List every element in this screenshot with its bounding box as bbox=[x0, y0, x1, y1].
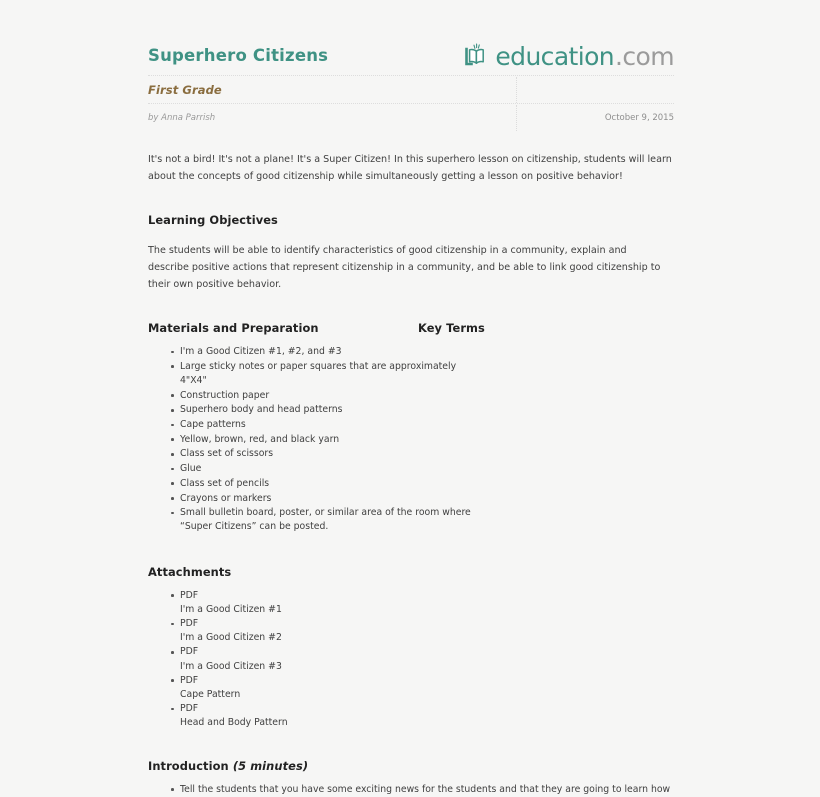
vertical-divider-byline bbox=[516, 105, 517, 131]
attachment-type: PDF bbox=[180, 674, 199, 686]
logo-wordmark: education bbox=[495, 41, 615, 71]
attachment-item[interactable] bbox=[148, 674, 500, 702]
attachment-type: PDF bbox=[180, 589, 199, 601]
introduction-list bbox=[148, 783, 674, 797]
list-item: I'm a Good Citizen #1, #2, and #3 bbox=[148, 345, 480, 359]
open-book-icon bbox=[464, 43, 494, 69]
list-item: Yellow, brown, red, and black yarn bbox=[148, 433, 480, 447]
list-item: Cape patterns bbox=[148, 418, 480, 432]
list-item: Class set of pencils bbox=[148, 477, 480, 491]
learning-objectives-text: The students will be able to identify characteristics of good citizenship in a community, explain and describe positive actions that represent citizenship in a community, and be able to link good citizenship to their own positive behavior. bbox=[148, 245, 661, 290]
attachment-name[interactable]: Head and Body Pattern bbox=[180, 717, 288, 729]
list-item: Tell the students that you have some exciting news for the students and that they are going to learn how bbox=[148, 783, 674, 797]
document-sheet bbox=[148, 0, 674, 795]
list-item: Construction paper bbox=[148, 389, 480, 403]
list-item: Small bulletin board, poster, or similar area of the room where “Super Citizens” can be posted. bbox=[148, 506, 480, 534]
introduction-section bbox=[148, 759, 674, 797]
introduction-heading bbox=[148, 759, 674, 773]
attachment-item[interactable] bbox=[148, 702, 500, 730]
attachment-item[interactable] bbox=[148, 617, 500, 645]
attachment-name[interactable]: I'm a Good Citizen #1 bbox=[180, 603, 282, 615]
list-item: Superhero body and head patterns bbox=[148, 403, 480, 417]
list-item: Large sticky notes or paper squares that are approximately 4"X4" bbox=[148, 360, 480, 388]
publication-date: October 9, 2015 bbox=[604, 113, 674, 123]
introduction-heading-label: Introduction bbox=[148, 758, 233, 773]
attachment-type: PDF bbox=[180, 618, 199, 630]
key-terms-heading: Key Terms bbox=[418, 321, 485, 335]
page-title: Superhero Citizens bbox=[148, 46, 329, 65]
list-item: Glue bbox=[148, 462, 480, 476]
learning-objectives-heading: Learning Objectives bbox=[148, 213, 278, 227]
byline-row bbox=[148, 105, 674, 131]
attachment-item[interactable] bbox=[148, 589, 500, 617]
header-top-row bbox=[148, 43, 674, 75]
attachment-type: PDF bbox=[180, 646, 199, 658]
list-item: Class set of scissors bbox=[148, 447, 480, 461]
grade-row bbox=[148, 77, 674, 103]
materials-list bbox=[148, 345, 674, 535]
author-byline: by Anna Parrish bbox=[148, 113, 216, 123]
grade-level: First Grade bbox=[148, 83, 222, 97]
materials-keyterms-section bbox=[148, 321, 674, 535]
vertical-divider-grade bbox=[516, 77, 517, 103]
introduction-timing: (5 minutes) bbox=[232, 758, 309, 773]
attachment-name[interactable]: I'm a Good Citizen #3 bbox=[180, 660, 282, 672]
attachment-name[interactable]: Cape Pattern bbox=[180, 689, 241, 701]
list-item: Crayons or markers bbox=[148, 492, 480, 506]
attachments-list bbox=[148, 589, 674, 731]
attachment-item[interactable] bbox=[148, 645, 500, 673]
lesson-summary: It's not a bird! It's not a plane! It's a Super Citizen! In this superhero lesson on citizenship, students will learn about the concepts of good citizenship while simultaneously getting a lesson on positive behavior! bbox=[148, 154, 672, 182]
column-headings-row bbox=[148, 321, 674, 335]
education-dot-com-logo[interactable] bbox=[464, 43, 674, 69]
attachment-type: PDF bbox=[180, 703, 199, 715]
materials-heading: Materials and Preparation bbox=[148, 321, 319, 335]
document-header bbox=[148, 0, 674, 131]
attachments-heading: Attachments bbox=[148, 564, 232, 579]
attachment-name[interactable]: I'm a Good Citizen #2 bbox=[180, 632, 282, 644]
logo-tld: .com bbox=[615, 41, 674, 71]
